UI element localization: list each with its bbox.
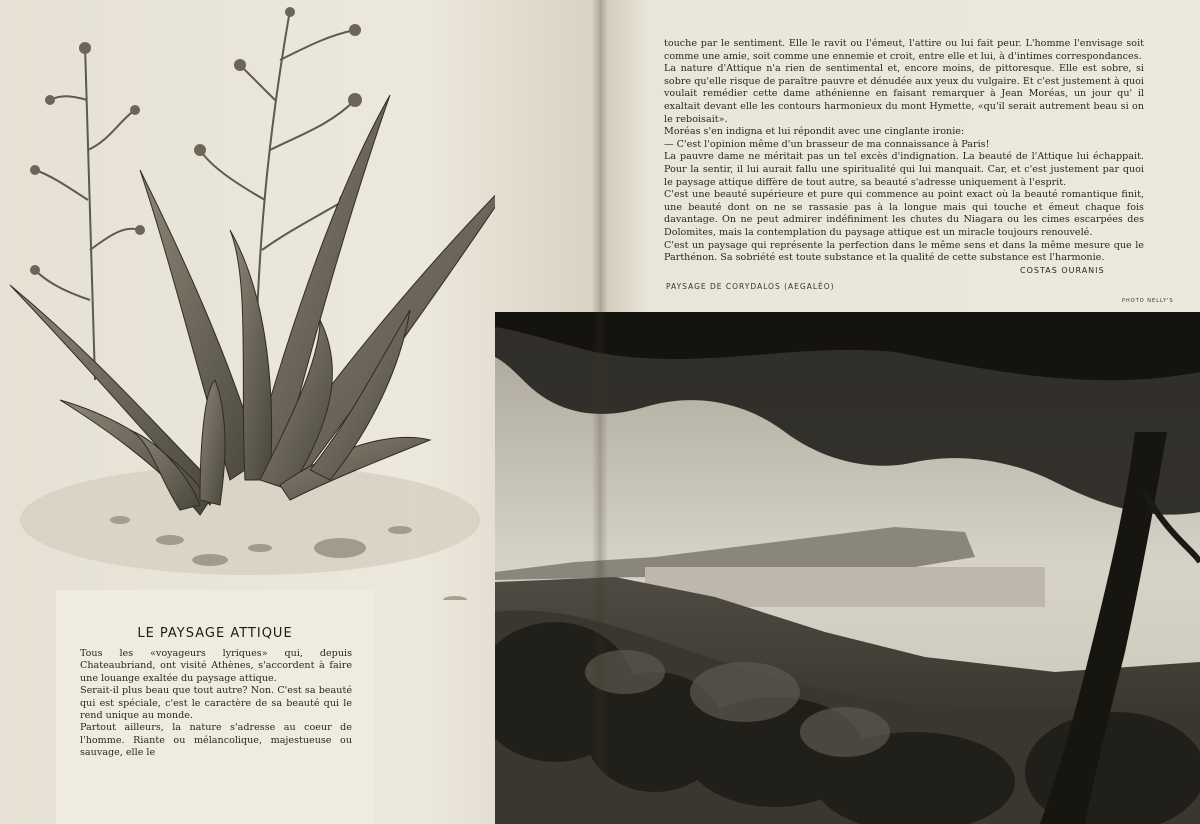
aloe-illustration <box>0 0 495 600</box>
photo-credit: PHOTO NELLY'S <box>1122 298 1174 304</box>
article-paragraph: Partout ailleurs, la nature s'adresse au coeur de l'homme. Riante ou mélancolique, majestueuse ou sauvage, elle le <box>80 722 352 759</box>
article-paragraph: C'est une beauté supérieure et pure qui commence au point exact où la beauté romantique finit, une beauté dont on ne se rassasie pas à la longue mais qui touche et émeut chaque fois davantage. On ne peut admirer indéfiniment les chutes du Niagara ou les cimes escarpées des Dolomites, mais la contemplation du paysage attique est un miracle toujours renouvelé. <box>664 189 1144 238</box>
page-gutter <box>592 0 608 824</box>
article-paragraph: — C'est l'opinion même d'un brasseur de ma connaissance à Paris! <box>664 138 990 150</box>
article-body <box>80 648 352 760</box>
article-paragraph: Tous les «voyageurs lyriques» qui, depuis Chateaubriand, ont visité Athènes, s'accordent à faire une louange exaltée du paysage attique. <box>80 648 352 684</box>
article-paragraph: La nature d'Attique n'a rien de sentimental et, encore moins, de pittoresque. Elle est sobre, si sobre qu'elle risque de paraître pauvre et dénudée aux yeux du vulgaire. Et c'est justement à quoi voulait remédier cette dame athénienne en faisant remarquer à Jean Moréas, un jour qu' il exaltait devant elle les contours harmonieux du mont Hymette, «qu'il serait autrement beau si on le reboisait». <box>664 63 1144 125</box>
article-paragraph: Serait-il plus beau que tout autre? Non. C'est sa beauté qui est spéciale, c'est le caractère de sa beauté qui le rend unique au monde. <box>80 685 352 722</box>
photo-caption: PAYSAGE DE CORYDALOS (AEGALÉO) <box>666 282 835 291</box>
article-paragraph: La pauvre dame ne méritait pas un tel excès d'indignation. La beauté de l'Attique lui échappait. Pour la sentir, il lui aurait fallu une spiritualité qui lui manquait. Car, et c'est justement par quoi le paysage attique diffère de tout autre, sa beauté s'adresse uniquement à l'esprit. <box>664 151 1144 188</box>
article-paragraph: Moréas s'en indigna et lui répondit avec une cinglante ironie: <box>664 126 965 138</box>
article-paragraph: touche par le sentiment. Elle le ravit ou l'émeut, l'attire ou lui fait peur. L'homme l'envisage soit comme une amie, soit comme une ennemie et croit, entre elle et lui, à d'intimes correspondances. <box>664 38 1144 62</box>
article-title: LE PAYSAGE ATTIQUE <box>137 626 293 641</box>
continued-article-text <box>664 38 1144 265</box>
author-signature: COSTAS OURANIS <box>1020 266 1105 275</box>
article-paragraph: C'est un paysage qui représente la perfection dans le même sens et dans la même mesure que le Parthénon. Sa sobriété est toute substance et la qualité de cette substance est l'harmonie. <box>664 239 1144 264</box>
